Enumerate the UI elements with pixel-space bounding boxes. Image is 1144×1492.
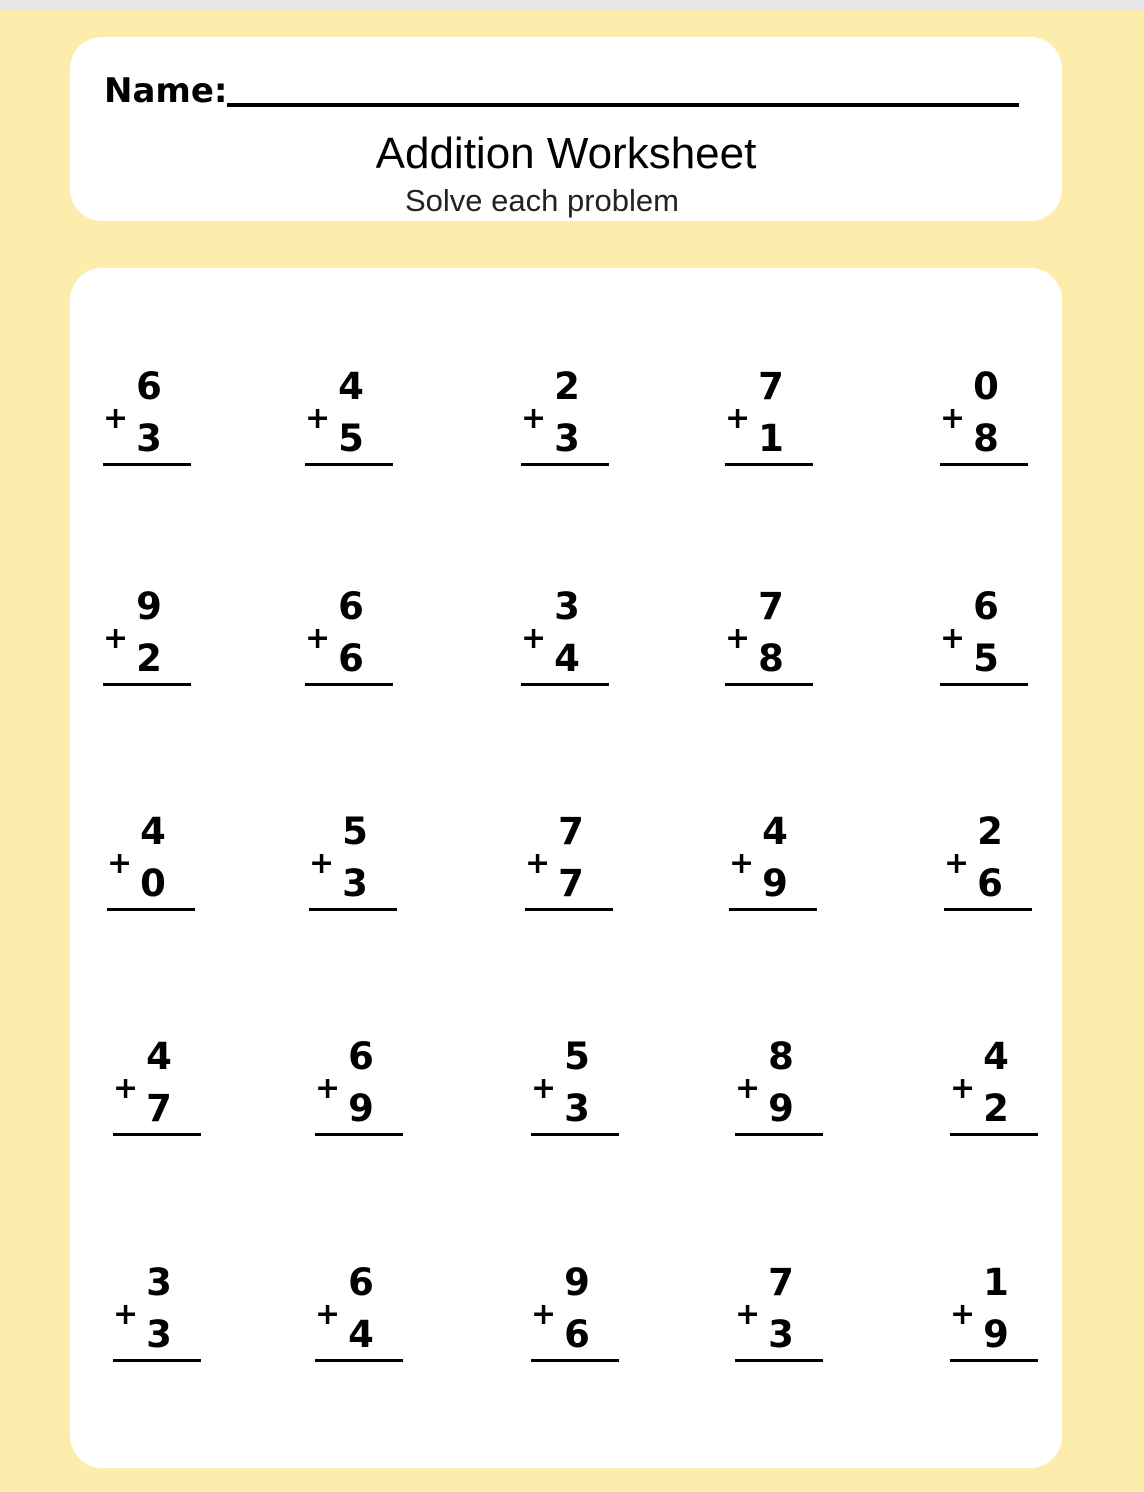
- addend-top: 7: [768, 1261, 794, 1304]
- plus-sign: +: [531, 1297, 557, 1332]
- addend-bottom: 3: [564, 1087, 590, 1130]
- addend-bottom: 4: [554, 637, 580, 680]
- plus-sign: +: [309, 846, 335, 881]
- name-write-line[interactable]: [227, 103, 1019, 107]
- addend-bottom: 3: [136, 417, 162, 460]
- addition-problem: [940, 365, 1030, 471]
- addend-top: 3: [146, 1261, 172, 1304]
- addend-bottom: 9: [983, 1313, 1009, 1356]
- answer-line[interactable]: [950, 1359, 1038, 1362]
- addend-top: 0: [973, 365, 999, 408]
- answer-line[interactable]: [725, 463, 813, 466]
- addend-top: 2: [554, 365, 580, 408]
- addend-top: 4: [762, 810, 788, 853]
- addition-problem: [729, 810, 819, 916]
- plus-sign: +: [729, 846, 755, 881]
- answer-line[interactable]: [113, 1359, 201, 1362]
- plus-sign: +: [107, 846, 133, 881]
- addition-problem: [107, 810, 197, 916]
- addition-problem: [725, 585, 815, 691]
- plus-sign: +: [113, 1297, 139, 1332]
- addend-bottom: 4: [348, 1313, 374, 1356]
- addend-bottom: 0: [140, 862, 166, 905]
- plus-sign: +: [944, 846, 970, 881]
- addend-top: 4: [983, 1035, 1009, 1078]
- addend-bottom: 5: [973, 637, 999, 680]
- answer-line[interactable]: [305, 463, 393, 466]
- addition-problem: [315, 1261, 405, 1367]
- addition-problem: [521, 585, 611, 691]
- plus-sign: +: [735, 1297, 761, 1332]
- addition-problem: [113, 1035, 203, 1141]
- addition-problem: [735, 1261, 825, 1367]
- addition-problem: [113, 1261, 203, 1367]
- plus-sign: +: [521, 621, 547, 656]
- addition-problem: [950, 1035, 1040, 1141]
- addition-problem: [305, 585, 395, 691]
- answer-line[interactable]: [735, 1359, 823, 1362]
- addition-problem: [309, 810, 399, 916]
- answer-line[interactable]: [521, 463, 609, 466]
- addend-top: 6: [973, 585, 999, 628]
- addend-bottom: 5: [338, 417, 364, 460]
- answer-line[interactable]: [305, 683, 393, 686]
- answer-line[interactable]: [725, 683, 813, 686]
- plus-sign: +: [315, 1297, 341, 1332]
- addend-top: 6: [136, 365, 162, 408]
- worksheet-subtitle: Solve each problem: [405, 183, 679, 218]
- addend-bottom: 9: [762, 862, 788, 905]
- plus-sign: +: [525, 846, 551, 881]
- addend-bottom: 1: [758, 417, 784, 460]
- addition-problem: [735, 1035, 825, 1141]
- addition-problem: [315, 1035, 405, 1141]
- addend-bottom: 8: [973, 417, 999, 460]
- addition-problem: [521, 365, 611, 471]
- plus-sign: +: [950, 1297, 976, 1332]
- answer-line[interactable]: [113, 1133, 201, 1136]
- answer-line[interactable]: [940, 683, 1028, 686]
- answer-line[interactable]: [107, 908, 195, 911]
- answer-line[interactable]: [531, 1359, 619, 1362]
- answer-line[interactable]: [944, 908, 1032, 911]
- addition-problem: [103, 365, 193, 471]
- plus-sign: +: [113, 1071, 139, 1106]
- answer-line[interactable]: [103, 683, 191, 686]
- plus-sign: +: [725, 401, 751, 436]
- answer-line[interactable]: [531, 1133, 619, 1136]
- answer-line[interactable]: [315, 1133, 403, 1136]
- addend-bottom: 3: [554, 417, 580, 460]
- plus-sign: +: [725, 621, 751, 656]
- addend-top: 5: [342, 810, 368, 853]
- addition-problem: [103, 585, 193, 691]
- addend-top: 6: [338, 585, 364, 628]
- plus-sign: +: [103, 621, 129, 656]
- answer-line[interactable]: [103, 463, 191, 466]
- plus-sign: +: [940, 401, 966, 436]
- addend-bottom: 2: [983, 1087, 1009, 1130]
- answer-line[interactable]: [950, 1133, 1038, 1136]
- addend-top: 9: [136, 585, 162, 628]
- top-bar: [0, 0, 1144, 10]
- addend-bottom: 7: [146, 1087, 172, 1130]
- addend-top: 4: [146, 1035, 172, 1078]
- addend-top: 1: [983, 1261, 1009, 1304]
- addend-bottom: 9: [348, 1087, 374, 1130]
- addend-bottom: 8: [758, 637, 784, 680]
- addend-bottom: 2: [136, 637, 162, 680]
- addend-bottom: 6: [977, 862, 1003, 905]
- addend-top: 5: [564, 1035, 590, 1078]
- addend-top: 4: [338, 365, 364, 408]
- worksheet-title: Addition Worksheet: [375, 129, 757, 178]
- addition-problem: [305, 365, 395, 471]
- addend-top: 9: [564, 1261, 590, 1304]
- addend-top: 8: [768, 1035, 794, 1078]
- plus-sign: +: [531, 1071, 557, 1106]
- header-card: [70, 37, 1062, 221]
- addend-top: 3: [554, 585, 580, 628]
- answer-line[interactable]: [315, 1359, 403, 1362]
- addition-problem: [531, 1261, 621, 1367]
- addend-bottom: 3: [768, 1313, 794, 1356]
- addend-top: 7: [758, 585, 784, 628]
- addend-top: 6: [348, 1035, 374, 1078]
- plus-sign: +: [315, 1071, 341, 1106]
- answer-line[interactable]: [940, 463, 1028, 466]
- addend-bottom: 3: [342, 862, 368, 905]
- plus-sign: +: [305, 621, 331, 656]
- name-label: Name:: [104, 71, 228, 111]
- addend-top: 7: [758, 365, 784, 408]
- addend-bottom: 7: [558, 862, 584, 905]
- answer-line[interactable]: [729, 908, 817, 911]
- plus-sign: +: [305, 401, 331, 436]
- answer-line[interactable]: [735, 1133, 823, 1136]
- addition-problem: [525, 810, 615, 916]
- addition-problem: [725, 365, 815, 471]
- addend-bottom: 3: [146, 1313, 172, 1356]
- plus-sign: +: [735, 1071, 761, 1106]
- addend-top: 2: [977, 810, 1003, 853]
- plus-sign: +: [950, 1071, 976, 1106]
- answer-line[interactable]: [521, 683, 609, 686]
- addend-bottom: 6: [564, 1313, 590, 1356]
- addend-bottom: 9: [768, 1087, 794, 1130]
- addend-bottom: 6: [338, 637, 364, 680]
- answer-line[interactable]: [525, 908, 613, 911]
- addition-problem: [531, 1035, 621, 1141]
- addition-problem: [940, 585, 1030, 691]
- addend-top: 6: [348, 1261, 374, 1304]
- plus-sign: +: [940, 621, 966, 656]
- addend-top: 7: [558, 810, 584, 853]
- addend-top: 4: [140, 810, 166, 853]
- plus-sign: +: [103, 401, 129, 436]
- addition-problem: [944, 810, 1034, 916]
- plus-sign: +: [521, 401, 547, 436]
- answer-line[interactable]: [309, 908, 397, 911]
- addition-problem: [950, 1261, 1040, 1367]
